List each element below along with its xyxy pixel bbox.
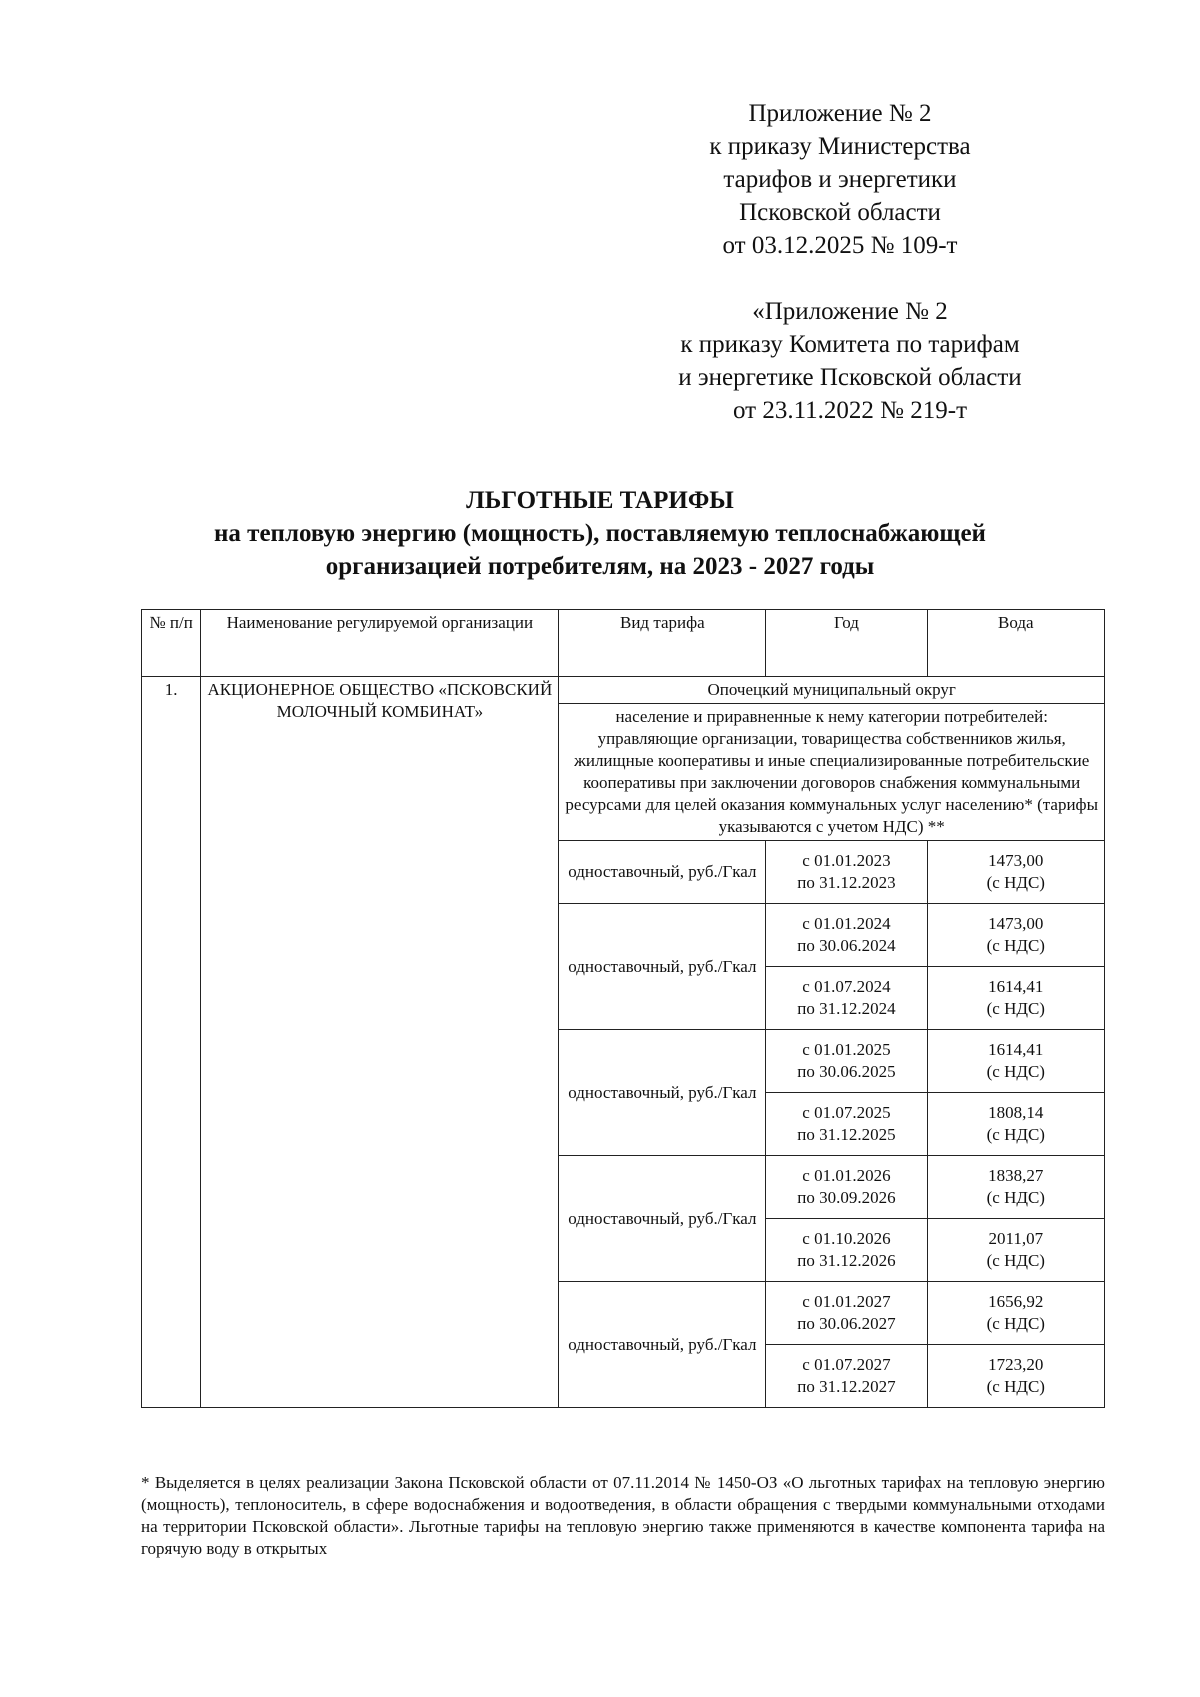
vat-note: (с НДС) <box>986 1314 1045 1333</box>
organization-name: АКЦИОНЕРНОЕ ОБЩЕСТВО «ПСКОВСКИЙ МОЛОЧНЫЙ КОМБИНАТ» <box>201 677 559 1408</box>
tariff-value: 1723,20 <box>988 1355 1044 1374</box>
tariff-value: 1473,00 <box>988 914 1044 933</box>
period-start: с 01.07.2024 <box>802 977 891 996</box>
tariff-type: одноставочный, руб./Гкал <box>559 841 766 904</box>
vat-note: (с НДС) <box>986 1125 1045 1144</box>
period-cell <box>766 1030 927 1093</box>
period-start: с 01.10.2026 <box>802 1229 891 1248</box>
footnote: * Выделяется в целях реализации Закона Псковской области от 07.11.2014 № 1450-ОЗ «О льготных тарифах на тепловую энергию (мощность), теплоноситель, в сфере водоснабжения и водоотведения, в области обращения с твердыми коммунальными отходами на территории Псковской области». Льготные тарифы на тепловую энергию также применяются в качестве компонента тарифа на горячую воду в открытых <box>141 1473 1105 1558</box>
tariff-type: одноставочный, руб./Гкал <box>559 1156 766 1282</box>
vat-note: (с НДС) <box>986 1062 1045 1081</box>
period-end: по 30.09.2026 <box>797 1188 896 1207</box>
period-end: по 30.06.2025 <box>797 1062 896 1081</box>
tariffs-table <box>141 609 1105 1408</box>
period-start: с 01.01.2023 <box>802 851 891 870</box>
district-row <box>142 677 1105 704</box>
tariff-value: 1808,14 <box>988 1103 1044 1122</box>
value-cell <box>927 967 1104 1030</box>
period-cell <box>766 1156 927 1219</box>
tariff-value: 2011,07 <box>988 1229 1044 1248</box>
vat-note: (с НДС) <box>986 873 1045 892</box>
appendix-original-header <box>640 295 1060 427</box>
value-cell <box>927 904 1104 967</box>
period-start: с 01.01.2026 <box>802 1166 891 1185</box>
appendix-current-line: Псковской области <box>739 199 941 226</box>
period-end: по 31.12.2026 <box>797 1251 896 1270</box>
value-cell <box>927 841 1104 904</box>
value-cell <box>927 1345 1104 1408</box>
appendix-original-line: «Приложение № 2 <box>752 298 948 325</box>
period-start: с 01.01.2025 <box>802 1040 891 1059</box>
appendix-current-header <box>680 97 1000 262</box>
appendix-original-line: и энергетике Псковской области <box>678 364 1022 391</box>
appendix-current-line: от 03.12.2025 № 109-т <box>722 232 958 259</box>
period-end: по 30.06.2027 <box>797 1314 896 1333</box>
value-cell <box>927 1156 1104 1219</box>
tariff-type: одноставочный, руб./Гкал <box>559 904 766 1030</box>
appendix-current-line: к приказу Министерства <box>709 133 971 160</box>
tariff-type: одноставочный, руб./Гкал <box>559 1030 766 1156</box>
period-cell <box>766 1219 927 1282</box>
title-line: организацией потребителям, на 2023 - 2027 годы <box>325 553 875 580</box>
vat-note: (с НДС) <box>986 936 1045 955</box>
value-cell <box>927 1282 1104 1345</box>
period-cell <box>766 904 927 967</box>
value-cell <box>927 1030 1104 1093</box>
period-cell <box>766 1282 927 1345</box>
period-end: по 31.12.2023 <box>797 873 896 892</box>
vat-note: (с НДС) <box>986 1188 1045 1207</box>
consumer-category: население и приравненные к нему категории потребителей: управляющие организации, товарищества собственников жилья, жилищные кооперативы и иные специализированные потребительские кооперативы при заключении договоров снабжения коммунальными ресурсами для целей оказания коммунальных услуг населению* (тарифы указываются с учетом НДС) ** <box>559 704 1105 841</box>
period-end: по 31.12.2027 <box>797 1377 896 1396</box>
period-start: с 01.07.2027 <box>802 1355 891 1374</box>
period-cell <box>766 1093 927 1156</box>
tariff-type: одноставочный, руб./Гкал <box>559 1282 766 1408</box>
tariff-value: 1614,41 <box>988 977 1044 996</box>
period-start: с 01.01.2027 <box>802 1292 891 1311</box>
header-num: № п/п <box>142 610 201 677</box>
period-end: по 31.12.2025 <box>797 1125 896 1144</box>
header-year: Год <box>766 610 927 677</box>
title-line: на тепловую энергию (мощность), поставляемую теплоснабжающей <box>214 520 986 547</box>
header-type: Вид тарифа <box>559 610 766 677</box>
period-cell <box>766 967 927 1030</box>
tariff-value: 1614,41 <box>988 1040 1044 1059</box>
appendix-current-line: Приложение № 2 <box>748 100 932 127</box>
period-start: с 01.07.2025 <box>802 1103 891 1122</box>
value-cell <box>927 1093 1104 1156</box>
appendix-original-line: к приказу Комитета по тарифам <box>680 331 1020 358</box>
tariff-value: 1656,92 <box>988 1292 1044 1311</box>
period-end: по 31.12.2024 <box>797 999 896 1018</box>
vat-note: (с НДС) <box>986 1251 1045 1270</box>
period-start: с 01.01.2024 <box>802 914 891 933</box>
tariff-value: 1838,27 <box>988 1166 1044 1185</box>
table-header-row <box>142 610 1105 677</box>
period-cell <box>766 841 927 904</box>
vat-note: (с НДС) <box>986 999 1045 1018</box>
district-name: Опочецкий муниципальный округ <box>559 677 1105 704</box>
header-value: Вода <box>927 610 1104 677</box>
header-org: Наименование регулируемой организации <box>201 610 559 677</box>
tariff-value: 1473,00 <box>988 851 1044 870</box>
row-number: 1. <box>142 677 201 1408</box>
period-cell <box>766 1345 927 1408</box>
appendix-original-line: от 23.11.2022 № 219-т <box>732 397 968 424</box>
value-cell <box>927 1219 1104 1282</box>
document-title <box>130 484 1070 583</box>
period-end: по 30.06.2024 <box>797 936 896 955</box>
appendix-current-line: тарифов и энергетики <box>723 166 957 193</box>
title-line: ЛЬГОТНЫЕ ТАРИФЫ <box>466 487 734 514</box>
vat-note: (с НДС) <box>986 1377 1045 1396</box>
